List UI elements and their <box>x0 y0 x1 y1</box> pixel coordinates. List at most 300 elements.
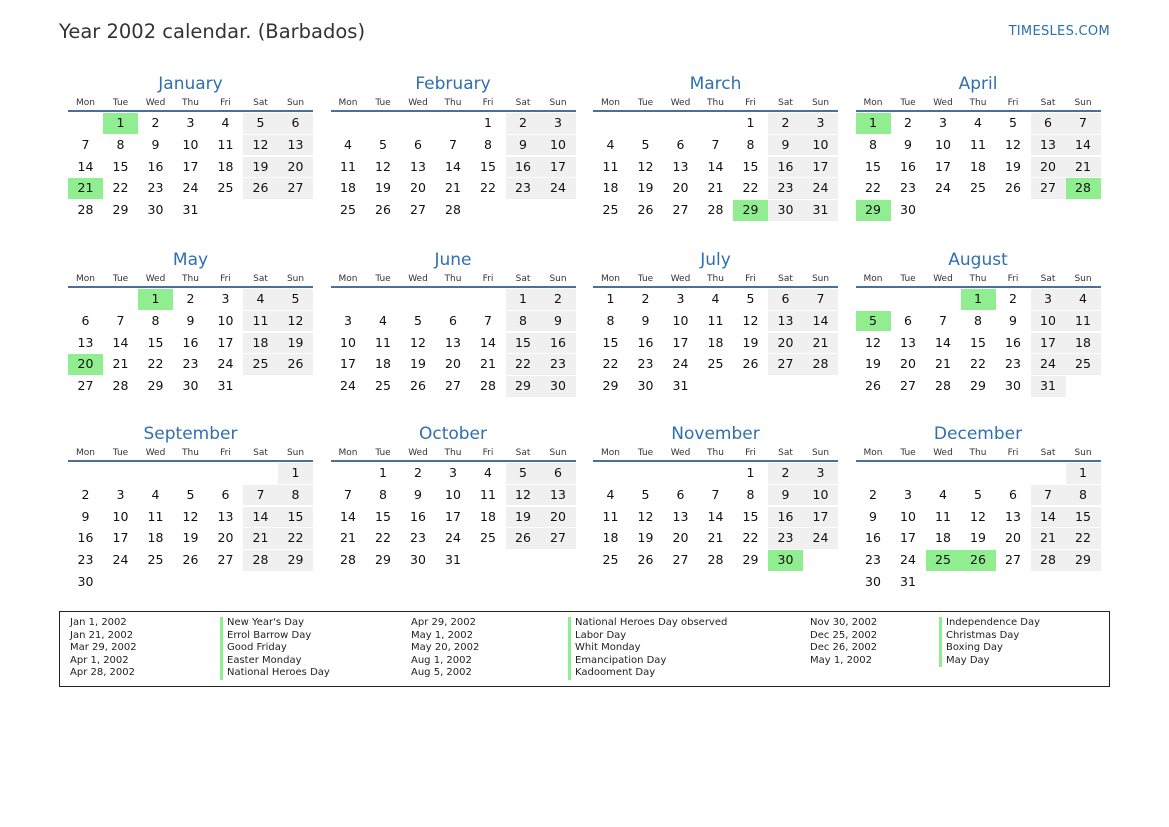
week-row <box>331 157 576 179</box>
day-cell: 28 <box>243 550 278 571</box>
week-row <box>593 528 838 550</box>
day-cell: 15 <box>865 158 881 174</box>
day-cell: 8 <box>746 136 755 152</box>
holiday-name: Independence Day <box>939 617 1040 630</box>
day-cell: 3 <box>541 113 576 134</box>
day-cell: 9 <box>869 508 877 524</box>
day-cell: 5 <box>278 289 313 310</box>
empty-cell <box>961 572 996 593</box>
week-row <box>593 311 838 333</box>
day-cell: 17 <box>803 157 838 178</box>
day-cell: 22 <box>1066 528 1101 549</box>
weekday-label: Wed <box>670 98 691 108</box>
holiday-name: Christmas Day <box>939 630 1040 643</box>
weekday-label: Sat <box>778 274 793 284</box>
weekday-label: Tue <box>900 274 916 284</box>
day-cell: 6 <box>81 312 90 328</box>
day-cell: 28 <box>480 378 496 394</box>
day-cell: 21 <box>707 530 724 546</box>
day-cell: 17 <box>541 157 576 178</box>
holiday-day: 29 <box>733 200 768 221</box>
day-cell: 25 <box>243 354 278 375</box>
day-cell: 20 <box>1005 530 1021 546</box>
day-cell: 6 <box>449 312 457 328</box>
week-row <box>331 376 576 398</box>
week-row <box>68 354 313 376</box>
weekday-header <box>68 446 313 462</box>
weekday-label: Thu <box>707 98 724 108</box>
day-cell: 25 <box>970 180 986 196</box>
month-october <box>331 424 576 572</box>
day-cell: 8 <box>869 136 877 152</box>
day-cell: 23 <box>900 180 916 196</box>
day-cell: 16 <box>541 333 576 354</box>
day-cell: 24 <box>900 552 916 568</box>
day-cell: 31 <box>1031 376 1066 397</box>
week-row <box>68 157 313 179</box>
day-cell: 27 <box>672 552 689 568</box>
week-row <box>331 135 576 157</box>
holiday-day: 1 <box>138 289 173 310</box>
day-cell: 18 <box>147 530 164 546</box>
week-row <box>331 354 576 376</box>
week-row <box>68 333 313 355</box>
empty-cell <box>243 376 278 397</box>
day-cell: 6 <box>676 136 685 152</box>
holiday-date: Apr 29, 2002 <box>411 617 477 628</box>
month-december <box>856 424 1101 594</box>
day-cell: 11 <box>970 136 986 152</box>
day-cell: 14 <box>112 334 129 350</box>
day-cell: 5 <box>974 486 982 502</box>
empty-cell <box>138 572 173 593</box>
month-name: December <box>933 424 1023 444</box>
day-cell: 25 <box>375 378 391 394</box>
weekday-label: Mon <box>338 98 358 108</box>
week-row <box>593 354 838 376</box>
day-cell: 17 <box>112 530 129 546</box>
weekday-label: Sun <box>286 274 305 284</box>
day-cell: 7 <box>484 312 492 328</box>
empty-cell <box>1066 376 1101 397</box>
day-cell: 2 <box>414 465 422 480</box>
day-cell: 1 <box>484 115 492 130</box>
day-cell: 18 <box>602 530 619 546</box>
site-link[interactable]: TIMESLES.COM <box>1008 24 1110 39</box>
day-cell: 16 <box>182 334 199 350</box>
day-cell: 27 <box>1031 178 1066 199</box>
weekday-label: Tue <box>112 274 129 284</box>
day-cell: 3 <box>676 291 685 306</box>
empty-cell <box>68 113 103 134</box>
week-row <box>331 485 576 507</box>
day-cell: 14 <box>707 158 724 174</box>
day-cell: 3 <box>904 486 912 502</box>
day-cell: 9 <box>151 136 160 152</box>
weekday-label: Sat <box>515 98 531 108</box>
day-cell: 17 <box>672 334 689 350</box>
day-cell: 6 <box>221 486 230 502</box>
week-row <box>68 289 313 311</box>
weekday-label: Wed <box>145 448 166 458</box>
day-cell: 22 <box>865 180 881 196</box>
empty-cell <box>698 113 733 134</box>
weekday-label: Sun <box>286 448 305 458</box>
weekday-label: Sat <box>515 274 531 284</box>
day-cell: 30 <box>865 573 881 589</box>
week-row <box>68 528 313 550</box>
holiday-dates-column <box>411 617 479 680</box>
day-cell: 23 <box>541 354 576 375</box>
weekday-label: Mon <box>76 274 95 284</box>
weekday-label: Wed <box>145 274 166 284</box>
day-cell: 28 <box>935 378 951 394</box>
day-cell: 4 <box>606 136 615 152</box>
day-cell: 21 <box>935 356 951 372</box>
day-cell: 1 <box>746 465 755 480</box>
day-cell: 26 <box>278 354 313 375</box>
month-name: September <box>143 424 238 444</box>
weekday-label: Tue <box>900 98 916 108</box>
day-cell: 27 <box>1005 552 1021 568</box>
day-cell: 8 <box>974 312 982 328</box>
day-cell: 16 <box>768 157 803 178</box>
day-cell: 28 <box>77 202 94 218</box>
day-cell: 9 <box>904 136 912 152</box>
weekday-header <box>856 272 1101 288</box>
day-cell: 10 <box>217 312 234 328</box>
week-row <box>856 113 1101 135</box>
month-may <box>68 250 313 398</box>
day-cell: 27 <box>445 378 461 394</box>
day-cell: 5 <box>186 486 195 502</box>
day-cell: 15 <box>1066 507 1101 528</box>
day-cell: 9 <box>414 486 422 502</box>
holiday-date: May 1, 2002 <box>810 654 873 666</box>
day-cell: 4 <box>484 465 492 480</box>
empty-cell <box>243 572 278 593</box>
day-cell: 12 <box>375 158 391 174</box>
day-cell: 8 <box>116 136 125 152</box>
weekday-label: Tue <box>637 98 654 108</box>
day-cell: 29 <box>1066 550 1101 571</box>
day-cell: 13 <box>672 158 689 174</box>
week-row <box>68 113 313 135</box>
week-row <box>68 200 313 222</box>
empty-cell <box>68 289 103 310</box>
day-cell: 3 <box>1031 289 1066 310</box>
day-cell: 15 <box>742 508 759 524</box>
empty-cell <box>926 463 961 484</box>
day-cell: 19 <box>742 334 759 350</box>
day-cell: 15 <box>147 334 164 350</box>
weekday-label: Wed <box>670 274 691 284</box>
weekday-label: Mon <box>863 274 883 284</box>
week-row <box>68 178 313 200</box>
week-row <box>593 376 838 398</box>
month-september <box>68 424 313 594</box>
weekday-label: Sun <box>811 274 830 284</box>
day-cell: 20 <box>217 530 234 546</box>
day-cell: 2 <box>151 115 160 130</box>
holiday-day: 1 <box>103 113 138 134</box>
month-august <box>856 250 1101 398</box>
day-cell: 19 <box>410 356 426 372</box>
weekday-header <box>331 96 576 112</box>
day-cell: 25 <box>217 180 234 196</box>
week-row <box>593 507 838 529</box>
weekday-label: Sat <box>253 448 268 458</box>
month-march <box>593 74 838 222</box>
day-cell: 2 <box>186 291 195 306</box>
day-cell: 10 <box>445 486 461 502</box>
empty-cell <box>996 200 1031 221</box>
weekday-label: Mon <box>76 448 95 458</box>
week-row <box>856 135 1101 157</box>
day-cell: 27 <box>77 378 94 394</box>
weekday-label: Fri <box>220 274 231 284</box>
day-cell: 19 <box>182 530 199 546</box>
empty-cell <box>506 200 541 221</box>
weekday-label: Thu <box>182 448 199 458</box>
weekday-label: Tue <box>637 448 654 458</box>
empty-cell <box>541 200 576 221</box>
day-cell: 12 <box>278 311 313 332</box>
day-cell: 14 <box>935 334 951 350</box>
day-cell: 20 <box>900 356 916 372</box>
weekday-label: Fri <box>1007 98 1019 108</box>
empty-cell <box>331 113 366 134</box>
empty-cell <box>926 572 961 593</box>
day-cell: 1 <box>506 289 541 310</box>
day-cell: 7 <box>81 136 90 152</box>
day-cell: 15 <box>375 508 391 524</box>
holiday-day: 26 <box>961 550 996 571</box>
month-name: January <box>158 74 223 94</box>
day-cell: 14 <box>243 507 278 528</box>
week-row <box>331 528 576 550</box>
day-cell: 10 <box>935 136 951 152</box>
day-cell: 30 <box>541 376 576 397</box>
day-cell: 8 <box>606 312 615 328</box>
day-cell: 25 <box>147 552 164 568</box>
day-cell: 27 <box>672 202 689 218</box>
week-row <box>856 289 1101 311</box>
day-cell: 16 <box>768 507 803 528</box>
month-july <box>593 250 838 398</box>
day-cell: 10 <box>672 312 689 328</box>
day-cell: 11 <box>480 486 496 502</box>
day-cell: 11 <box>1066 311 1101 332</box>
weekday-header <box>593 96 838 112</box>
weekday-label: Thu <box>969 98 987 108</box>
day-cell: 26 <box>1005 180 1021 196</box>
day-cell: 3 <box>803 113 838 134</box>
empty-cell <box>278 200 313 221</box>
day-cell: 30 <box>1005 378 1021 394</box>
day-cell: 8 <box>1066 485 1101 506</box>
day-cell: 9 <box>81 508 90 524</box>
months-grid <box>68 74 1101 604</box>
day-cell: 26 <box>243 178 278 199</box>
day-cell: 29 <box>375 552 391 568</box>
holiday-date: Jan 1, 2002 <box>70 617 127 628</box>
holiday-name: Emancipation Day <box>568 655 727 668</box>
day-cell: 2 <box>768 463 803 484</box>
day-cell: 12 <box>637 508 654 524</box>
day-cell: 1 <box>1066 463 1101 484</box>
weekday-label: Thu <box>444 274 462 284</box>
day-cell: 6 <box>904 312 912 328</box>
day-cell: 3 <box>449 465 457 480</box>
empty-cell <box>1066 572 1101 593</box>
day-cell: 28 <box>1031 550 1066 571</box>
day-cell: 29 <box>602 378 619 394</box>
weekday-label: Thu <box>969 274 987 284</box>
month-name: October <box>418 424 488 444</box>
week-row <box>68 463 313 485</box>
weekday-label: Mon <box>338 448 358 458</box>
day-cell: 7 <box>939 312 947 328</box>
week-row <box>856 200 1101 222</box>
day-cell: 24 <box>935 180 951 196</box>
day-cell: 26 <box>506 528 541 549</box>
week-row <box>593 463 838 485</box>
day-cell: 14 <box>1066 135 1101 156</box>
day-cell: 11 <box>217 136 234 152</box>
weekday-label: Tue <box>900 448 916 458</box>
day-cell: 18 <box>707 334 724 350</box>
day-cell: 1 <box>278 463 313 484</box>
empty-cell <box>698 376 733 397</box>
weekday-label: Fri <box>482 448 494 458</box>
weekday-label: Tue <box>112 448 129 458</box>
day-cell: 31 <box>900 573 916 589</box>
day-cell: 23 <box>410 530 426 546</box>
holiday-day: 28 <box>1066 178 1101 199</box>
day-cell: 19 <box>278 333 313 354</box>
empty-cell <box>1031 572 1066 593</box>
weekday-label: Thu <box>969 448 987 458</box>
holiday-day: 29 <box>856 200 891 221</box>
day-cell: 20 <box>541 507 576 528</box>
week-row <box>331 463 576 485</box>
holiday-names-column <box>220 617 330 680</box>
weekday-label: Mon <box>76 98 95 108</box>
empty-cell <box>541 550 576 571</box>
day-cell: 13 <box>1031 135 1066 156</box>
day-cell: 7 <box>449 136 457 152</box>
day-cell: 27 <box>768 354 803 375</box>
week-row <box>856 178 1101 200</box>
month-january <box>68 74 313 222</box>
day-cell: 25 <box>602 202 619 218</box>
day-cell: 25 <box>707 356 724 372</box>
day-cell: 10 <box>900 508 916 524</box>
empty-cell <box>471 289 506 310</box>
day-cell: 22 <box>375 530 391 546</box>
holiday-name: Kadooment Day <box>568 667 727 680</box>
day-cell: 16 <box>637 334 654 350</box>
day-cell: 2 <box>904 115 912 130</box>
empty-cell <box>628 463 663 484</box>
day-cell: 16 <box>147 158 164 174</box>
day-cell: 14 <box>77 158 94 174</box>
day-cell: 12 <box>970 508 986 524</box>
day-cell: 14 <box>707 508 724 524</box>
empty-cell <box>1066 200 1101 221</box>
day-cell: 27 <box>541 528 576 549</box>
day-cell: 6 <box>1009 486 1017 502</box>
day-cell: 15 <box>506 333 541 354</box>
day-cell: 28 <box>112 378 129 394</box>
day-cell: 23 <box>768 528 803 549</box>
day-cell: 15 <box>742 158 759 174</box>
day-cell: 22 <box>147 356 164 372</box>
day-cell: 15 <box>970 334 986 350</box>
holiday-date: Aug 1, 2002 <box>411 654 472 666</box>
day-cell: 11 <box>935 508 951 524</box>
holiday-date: Nov 30, 2002 <box>810 617 878 628</box>
day-cell: 18 <box>935 530 951 546</box>
empty-cell <box>208 572 243 593</box>
day-cell: 19 <box>375 180 391 196</box>
holiday-name: Errol Barrow Day <box>220 630 330 643</box>
holiday-dates-column <box>810 617 877 667</box>
day-cell: 22 <box>742 530 759 546</box>
empty-cell <box>961 463 996 484</box>
week-row <box>331 333 576 355</box>
week-row <box>856 157 1101 179</box>
day-cell: 18 <box>243 333 278 354</box>
day-cell: 4 <box>379 312 387 328</box>
weekday-header <box>68 96 313 112</box>
holiday-date: Aug 5, 2002 <box>411 667 472 679</box>
day-cell: 17 <box>803 507 838 528</box>
day-cell: 7 <box>1031 485 1066 506</box>
weekday-label: Tue <box>375 448 391 458</box>
empty-cell <box>1031 463 1066 484</box>
month-april <box>856 74 1101 222</box>
day-cell: 29 <box>278 550 313 571</box>
day-cell: 7 <box>344 486 352 502</box>
weekday-label: Wed <box>933 448 953 458</box>
day-cell: 6 <box>278 113 313 134</box>
weekday-label: Sun <box>811 98 830 108</box>
weekday-label: Mon <box>338 274 358 284</box>
week-row <box>593 200 838 222</box>
weekday-label: Sat <box>1040 98 1056 108</box>
weekday-label: Wed <box>408 448 428 458</box>
holiday-date: Mar 29, 2002 <box>70 642 137 654</box>
day-cell: 10 <box>541 135 576 156</box>
page-title: Year 2002 calendar. (Barbados) <box>59 20 366 43</box>
day-cell: 15 <box>602 334 619 350</box>
day-cell: 13 <box>541 485 576 506</box>
day-cell: 20 <box>768 333 803 354</box>
day-cell: 6 <box>1031 113 1066 134</box>
day-cell: 7 <box>1066 113 1101 134</box>
day-cell: 23 <box>182 356 199 372</box>
weekday-label: Thu <box>707 448 724 458</box>
day-cell: 29 <box>970 378 986 394</box>
day-cell: 18 <box>340 180 356 196</box>
day-cell: 2 <box>541 289 576 310</box>
week-row <box>68 311 313 333</box>
week-row <box>331 200 576 222</box>
weekday-label: Mon <box>863 448 883 458</box>
holiday-list <box>59 611 1110 687</box>
